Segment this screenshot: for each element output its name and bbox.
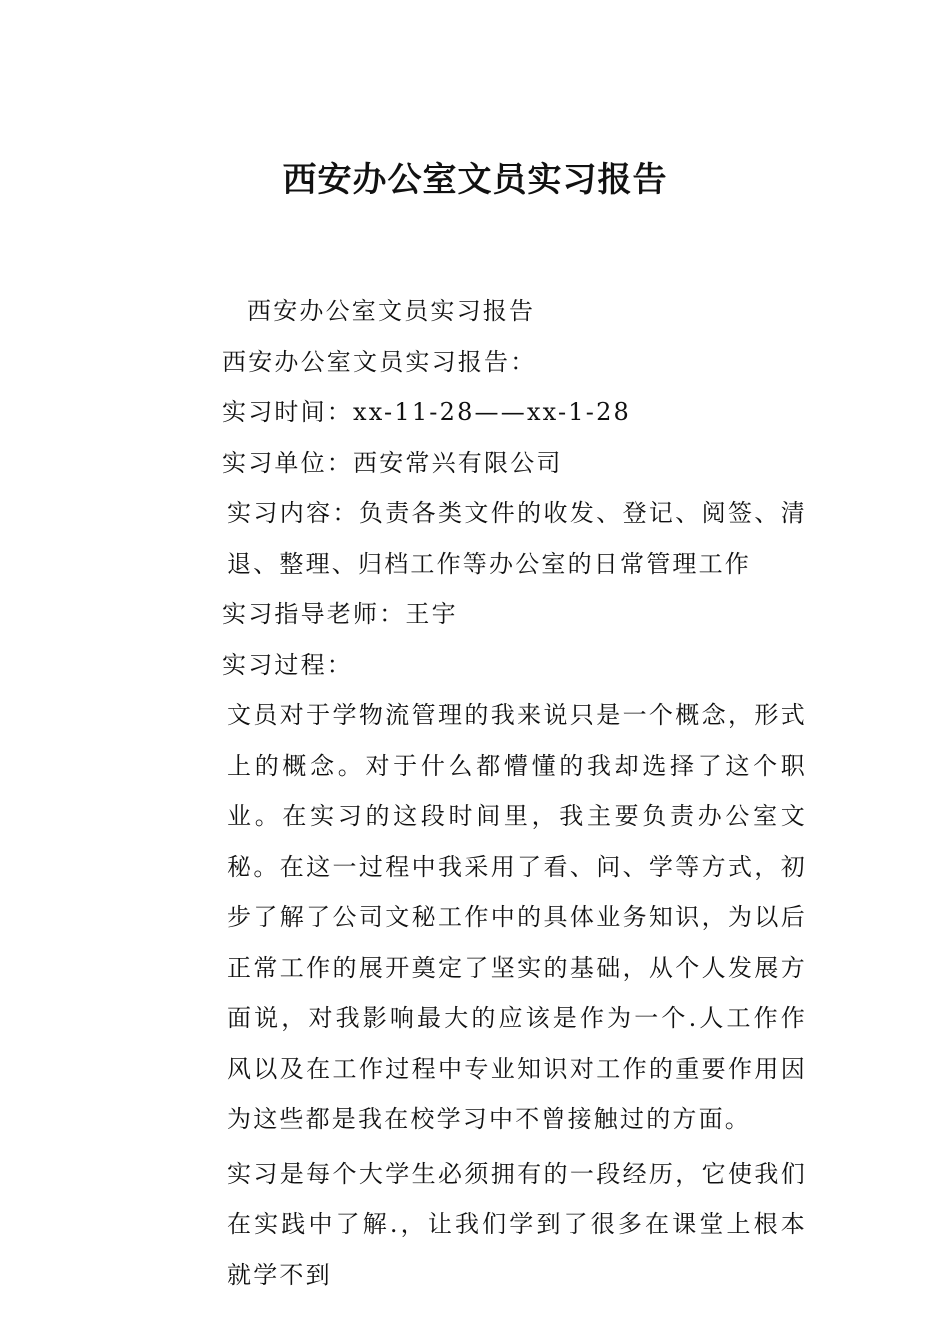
document-body — [147, 286, 807, 1300]
internship-time: 实习时间：xx-11-28——xx-1-28 — [222, 398, 632, 426]
internship-advisor: 实习指导老师：王宇 — [222, 600, 458, 628]
body-paragraph-1: 文员对于学物流管理的我来说只是一个概念，形式上的概念。对于什么都懵懂的我却选择了这个职业。在实习的这段时间里，我主要负责办公室文秘。在这一过程中我采用了看、问、学等方式，初步了解了公司文秘工作中的具体业务知识，为以后正常工作的展开奠定了坚实的基础，从个人发展方面说，对我影响最大的应该是作为一个.人工作作风以及在工作过程中专业知识对工作的重要作用因为这些都是我在校学习中不曾接触过的方面。 — [227, 701, 807, 1133]
internship-unit: 实习单位：西安常兴有限公司 — [222, 448, 563, 477]
document-title: 西安办公室文员实习报告 — [282, 160, 668, 200]
subtitle-line: 西安办公室文员实习报告 — [247, 297, 536, 325]
internship-content: 实习内容：负责各类文件的收发、登记、阅签、清退、整理、归档工作等办公室的日常管理工作 — [227, 499, 807, 578]
internship-process-label: 实习过程： — [222, 650, 353, 679]
body-paragraph-2: 实习是每个大学生必须拥有的一段经历，它使我们在实践中了解.，让我们学到了很多在课堂上根本就学不到 — [227, 1159, 807, 1289]
heading-line: 西安办公室文员实习报告： — [222, 347, 537, 376]
